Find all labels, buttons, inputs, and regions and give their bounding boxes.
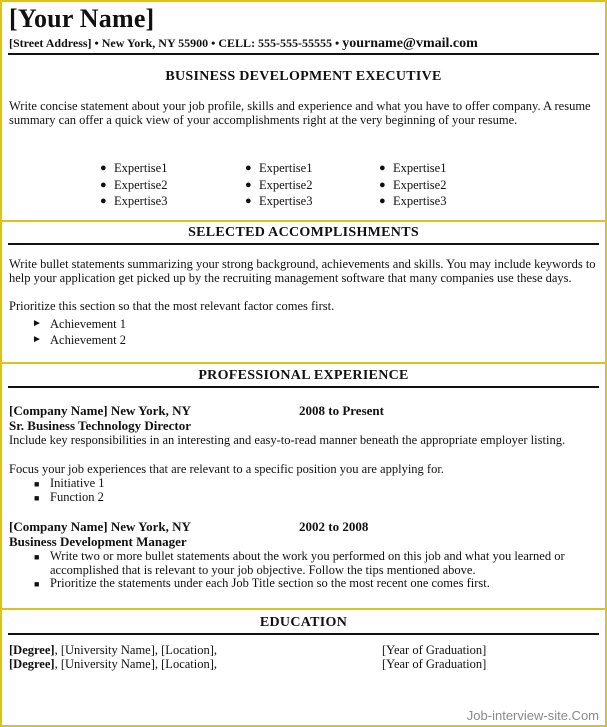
bullet-icon: ● [245, 162, 252, 174]
square-bullet-icon: ■ [34, 493, 40, 503]
job-focus: Focus your job experiences that are relevant to a specific position you are applying for. [9, 462, 444, 476]
degree: [Degree] [9, 643, 55, 657]
job-title: Sr. Business Technology Director [9, 418, 192, 433]
list-item: ■ Write two or more bullet statements about the work you performed on this job and what you learned or accomplished that is relevant to your job objective. Follow the tips mentioned above. [34, 549, 565, 577]
section-underline [8, 633, 599, 635]
bullet-icon: ● [100, 195, 107, 207]
expertise-item: ● Expertise2 [100, 177, 168, 192]
education-entry [9, 643, 217, 658]
expertise-item: ● Expertise1 [100, 161, 168, 175]
expertise-item: ● Expertise3 [100, 194, 168, 208]
achievement-list [32, 316, 126, 348]
expertise-item: ● Expertise3 [379, 194, 447, 208]
section-divider [2, 608, 605, 610]
arrow-right-icon: ► [32, 318, 42, 329]
education-entry [9, 657, 217, 672]
list-item: ■ Function 2 [34, 490, 104, 504]
bullet-icon: ● [100, 178, 107, 191]
square-bullet-icon: ■ [34, 579, 40, 589]
bullet-icon: ● [379, 178, 386, 191]
header-rule [8, 53, 599, 55]
university-location: , [University Name], [Location], [54, 643, 218, 657]
contact-details: [Street Address] • New York, NY 55900 • CELL: 555-555-55555 • [9, 36, 343, 50]
arrow-right-icon: ► [32, 334, 42, 345]
expertise-item: ● Expertise3 [245, 194, 313, 208]
expertise-item: ● Expertise2 [245, 177, 313, 192]
square-bullet-icon: ■ [34, 552, 40, 562]
summary-text: Write concise statement about your job profile, skills and experience and what you have to offer company. A resume summary can offer a quick view of your accomplishments right at the very beginning of your resume. [9, 99, 591, 127]
list-item: ► Achievement 2 [32, 333, 127, 347]
accomplishments-heading: SELECTED ACCOMPLISHMENTS [188, 225, 419, 240]
job-bullets [34, 550, 593, 591]
job-company: [Company Name] New York, NY [9, 403, 191, 418]
accomplishments-priority: Prioritize this section so that the most relevant factor comes first. [9, 299, 335, 313]
job-years: 2002 to 2008 [299, 519, 369, 534]
expertise-column-3 [379, 160, 446, 210]
degree: [Degree] [9, 657, 55, 671]
job-title: Business Development Manager [9, 534, 187, 549]
expertise-column-2 [245, 160, 312, 210]
graduation-year: [Year of Graduation] [382, 643, 487, 657]
list-item: ■ Prioritize the statements under each Job Title section so the most recent one comes first. [34, 576, 490, 590]
expertise-item: ● Expertise1 [379, 161, 447, 175]
section-underline [8, 386, 599, 388]
job-years: 2008 to Present [299, 403, 384, 418]
job-target-title: BUSINESS DEVELOPMENT EXECUTIVE [165, 69, 442, 84]
experience-heading: PROFESSIONAL EXPERIENCE [198, 368, 409, 383]
job-company: [Company Name] New York, NY [9, 519, 191, 534]
graduation-year: [Year of Graduation] [382, 657, 487, 671]
square-bullet-icon: ■ [34, 479, 40, 489]
site-watermark: Job-interview-site.Com [466, 708, 599, 723]
candidate-name: [Your Name] [9, 4, 155, 33]
bullet-icon: ● [245, 195, 252, 207]
expertise-item: ● Expertise1 [245, 161, 313, 175]
section-underline [8, 243, 599, 245]
education-heading: EDUCATION [259, 615, 348, 630]
bullet-icon: ● [379, 195, 386, 207]
section-divider [2, 362, 605, 364]
expertise-item: ● Expertise2 [379, 177, 447, 192]
university-location: , [University Name], [Location], [54, 657, 218, 671]
job-description: Include key responsibilities in an interesting and easy-to-read manner beneath the appropriate employer listing. [9, 433, 566, 447]
list-item: ► Achievement 1 [32, 317, 127, 331]
accomplishments-text: Write bullet statements summarizing your strong background, achievements and skills. You may include keywords to help your application get picked up by the recruiting management software that many companies use these days. [9, 257, 596, 285]
contact-line [9, 36, 478, 52]
section-divider [2, 220, 605, 222]
bullet-icon: ● [245, 178, 252, 191]
expertise-column-1 [100, 160, 167, 210]
list-item: ■ Initiative 1 [34, 476, 105, 490]
bullet-icon: ● [100, 162, 107, 174]
job-bullets [34, 477, 593, 505]
email-link[interactable]: yourname@vmail.com [342, 36, 478, 51]
bullet-icon: ● [379, 162, 386, 174]
